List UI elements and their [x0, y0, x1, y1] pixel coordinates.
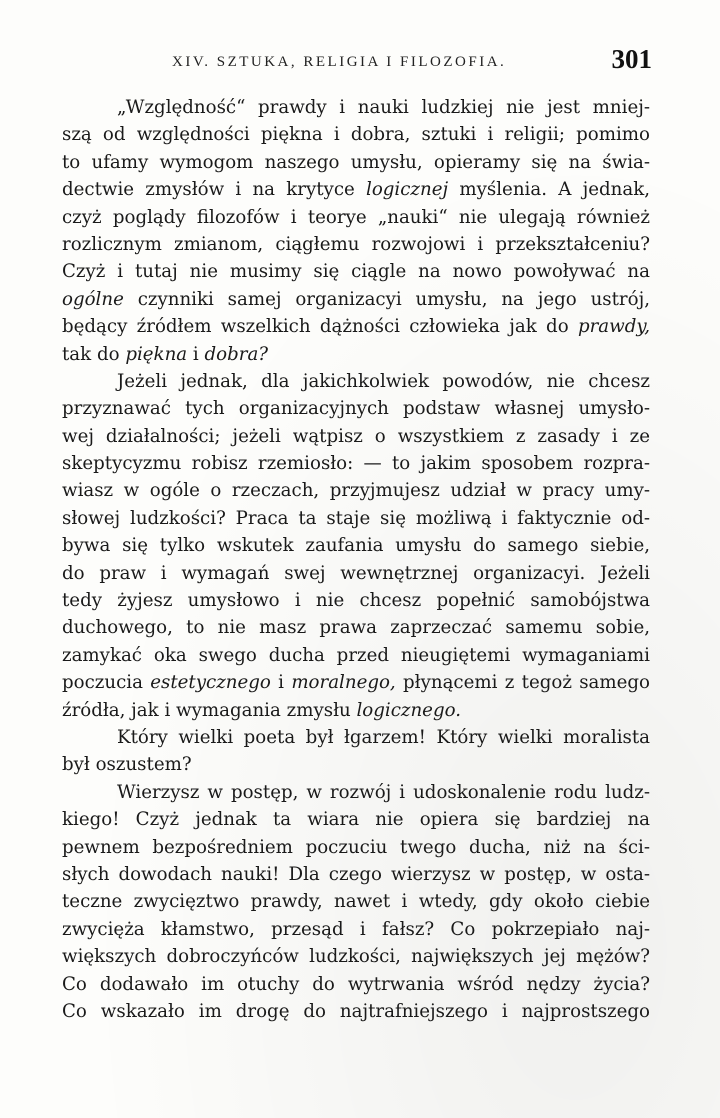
- text-line: [62, 368, 650, 395]
- text-span: kiego! Czyż jednak ta wiara nie opiera się bardziej na: [62, 809, 650, 831]
- text-span: Co dodawało im otuchy do wytrwania wśród nędzy życia?: [62, 973, 650, 995]
- text-span: będący źródłem wszelkich dążności człowieka jak do: [62, 316, 578, 338]
- text-line: [62, 642, 650, 669]
- text-span: duchowego, to nie masz prawa zaprzeczać samemu sobie,: [62, 617, 650, 639]
- text-line: [62, 943, 650, 970]
- text-line: [62, 341, 650, 368]
- text-span: zwycięża kłamstwo, przesąd i fałsz? Co pokrzepiało naj-: [62, 918, 650, 940]
- italic-text: logicznego.: [356, 699, 461, 721]
- text-line: [62, 724, 650, 751]
- text-span: i: [187, 343, 205, 365]
- italic-text: piękna: [125, 343, 188, 365]
- text-span: Wierzysz w postęp, w rozwój i udoskonalenie rodu ludz-: [117, 781, 650, 803]
- text-line: [62, 258, 650, 285]
- text-line: [62, 888, 650, 915]
- text-span: dectwie zmysłów i na krytyce: [62, 179, 367, 201]
- running-head: [62, 44, 652, 84]
- text-line: [62, 834, 650, 861]
- text-line: [62, 231, 650, 258]
- italic-text: moralnego,: [291, 672, 396, 694]
- text-line: [62, 505, 650, 532]
- text-span: teczne zwycięztwo prawdy, nawet i wtedy, gdy około ciebie: [62, 891, 650, 913]
- text-span: większych dobroczyńców ludzkości, największych jej mężów?: [62, 946, 650, 968]
- text-line: [62, 121, 650, 148]
- italic-text: dobra?: [204, 343, 269, 365]
- italic-text: ogólne: [62, 288, 124, 310]
- text-line: [62, 587, 650, 614]
- text-line: [62, 669, 650, 696]
- text-span: Czyż i tutaj nie musimy się ciągle na nowo powoływać na: [62, 261, 650, 283]
- text-line: [62, 614, 650, 641]
- italic-text: prawdy,: [577, 316, 650, 338]
- text-span: przyznawać tych organizacyjnych podstaw własnej umysło-: [62, 398, 650, 420]
- text-span: to ufamy wymogom naszego umysłu, opieramy się na świa-: [62, 151, 650, 173]
- text-span: do praw i wymagań swej wewnętrznej organizacyi. Jeżeli: [62, 562, 650, 584]
- text-span: czyż poglądy filozofów i teorye „nauki“ nie ulegają również: [62, 206, 650, 228]
- text-line: [62, 998, 650, 1025]
- text-span: myślenia. A jednak,: [448, 179, 650, 201]
- text-line: [62, 916, 650, 943]
- text-line: [62, 176, 650, 203]
- text-line: [62, 971, 650, 998]
- text-span: był oszustem?: [62, 754, 192, 776]
- text-line: [62, 779, 650, 806]
- text-span: bywa się tylko wskutek zaufania umysłu do samego siebie,: [62, 535, 650, 557]
- text-line: [62, 286, 650, 313]
- text-span: i: [270, 672, 292, 694]
- text-line: [62, 560, 650, 587]
- body-text: [62, 94, 650, 1025]
- text-span: słych dowodach nauki! Dla czego wierzysz w postęp, w osta-: [62, 863, 650, 885]
- text-span: wej działalności; jeżeli wątpisz o wszystkiem z zasady i ze: [62, 425, 650, 447]
- text-span: tedy żyjesz umysłowo i nie chcesz popełnić samobójstwa: [62, 590, 650, 612]
- text-line: [62, 532, 650, 559]
- text-span: czynniki samej organizacyi umysłu, na jego ustrój,: [123, 288, 650, 310]
- italic-text: logicznej: [366, 179, 449, 201]
- text-line: [62, 313, 650, 340]
- text-line: [62, 751, 650, 778]
- text-line: [62, 697, 650, 724]
- text-span: rozlicznym zmianom, ciągłemu rozwojowi i przekształceniu?: [62, 233, 650, 255]
- text-span: słowej ludzkości? Praca ta staje się możliwą i faktycznie od-: [62, 507, 650, 529]
- text-line: [62, 204, 650, 231]
- text-line: [62, 806, 650, 833]
- text-span: Co wskazało im drogę do najtrafniejszego i najprostszego: [62, 1000, 650, 1022]
- text-line: [62, 861, 650, 888]
- text-line: [62, 450, 650, 477]
- chapter-title: XIV. SZTUKA, RELIGIA I FILOZOFIA.: [172, 54, 507, 70]
- text-line: [62, 477, 650, 504]
- text-line: [62, 395, 650, 422]
- text-span: źródła, jak i wymagania zmysłu: [62, 699, 357, 721]
- text-span: wiasz w ogóle o rzeczach, przyjmujesz udział w pracy umy-: [62, 480, 650, 502]
- text-span: pewnem bezpośredniem poczuciu twego ducha, niż na ści-: [62, 836, 650, 858]
- text-span: Który wielki poeta był łgarzem! Który wielki moralista: [117, 726, 650, 748]
- text-span: płynącemi z tegoż samego: [395, 672, 650, 694]
- text-span: zamykać oka swego ducha przed nieugiętemi wymaganiami: [62, 644, 650, 666]
- text-span: „Względność“ prawdy i nauki ludzkiej nie jest mniej-: [117, 97, 650, 118]
- text-span: Jeżeli jednak, dla jakichkolwiek powodów, nie chcesz: [117, 370, 650, 392]
- italic-text: estetycznego: [150, 672, 271, 694]
- text-span: tak do: [62, 343, 126, 365]
- text-line: [62, 423, 650, 450]
- page-number: 301: [611, 44, 652, 74]
- text-line: [62, 149, 650, 176]
- text-span: szą od względności piękna i dobra, sztuki i religii; pomimo: [62, 124, 650, 146]
- text-line: [62, 94, 650, 121]
- text-span: skeptycyzmu robisz rzemiosło: — to jakim sposobem rozpra-: [62, 453, 650, 475]
- text-span: poczucia: [62, 672, 151, 694]
